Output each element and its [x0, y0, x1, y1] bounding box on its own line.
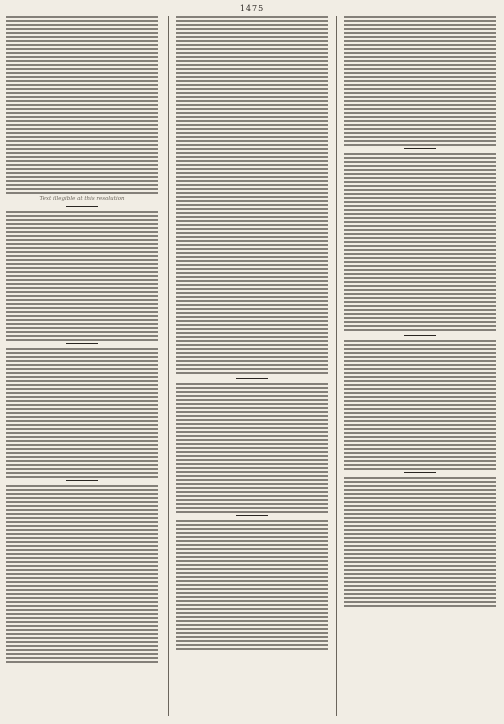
illegible-text-block — [176, 520, 328, 650]
illegible-text-block — [6, 485, 158, 665]
divider — [66, 480, 98, 481]
illegible-text-block — [176, 383, 328, 513]
divider — [404, 335, 436, 336]
illegible-text-block — [176, 196, 328, 376]
illegible-text-block — [6, 16, 158, 196]
column-middle — [176, 16, 328, 716]
illegible-text-block — [6, 348, 158, 478]
divider — [404, 148, 436, 149]
illegible-text-block — [6, 211, 158, 341]
column-rule — [336, 16, 337, 716]
divider — [404, 472, 436, 473]
page-number: 1475 — [239, 4, 265, 13]
column-rule — [168, 16, 169, 716]
column-left — [6, 16, 158, 716]
divider — [66, 206, 98, 207]
illegible-text-block — [344, 340, 496, 470]
illegible-note: Text illegible at this resolution — [39, 196, 125, 202]
illegible-text-block — [344, 153, 496, 333]
divider — [236, 378, 268, 379]
column-right — [344, 16, 496, 716]
divider — [236, 515, 268, 516]
illegible-text-block — [344, 477, 496, 607]
illegible-text-block — [176, 16, 328, 196]
illegible-text-block — [344, 16, 496, 146]
divider — [66, 343, 98, 344]
